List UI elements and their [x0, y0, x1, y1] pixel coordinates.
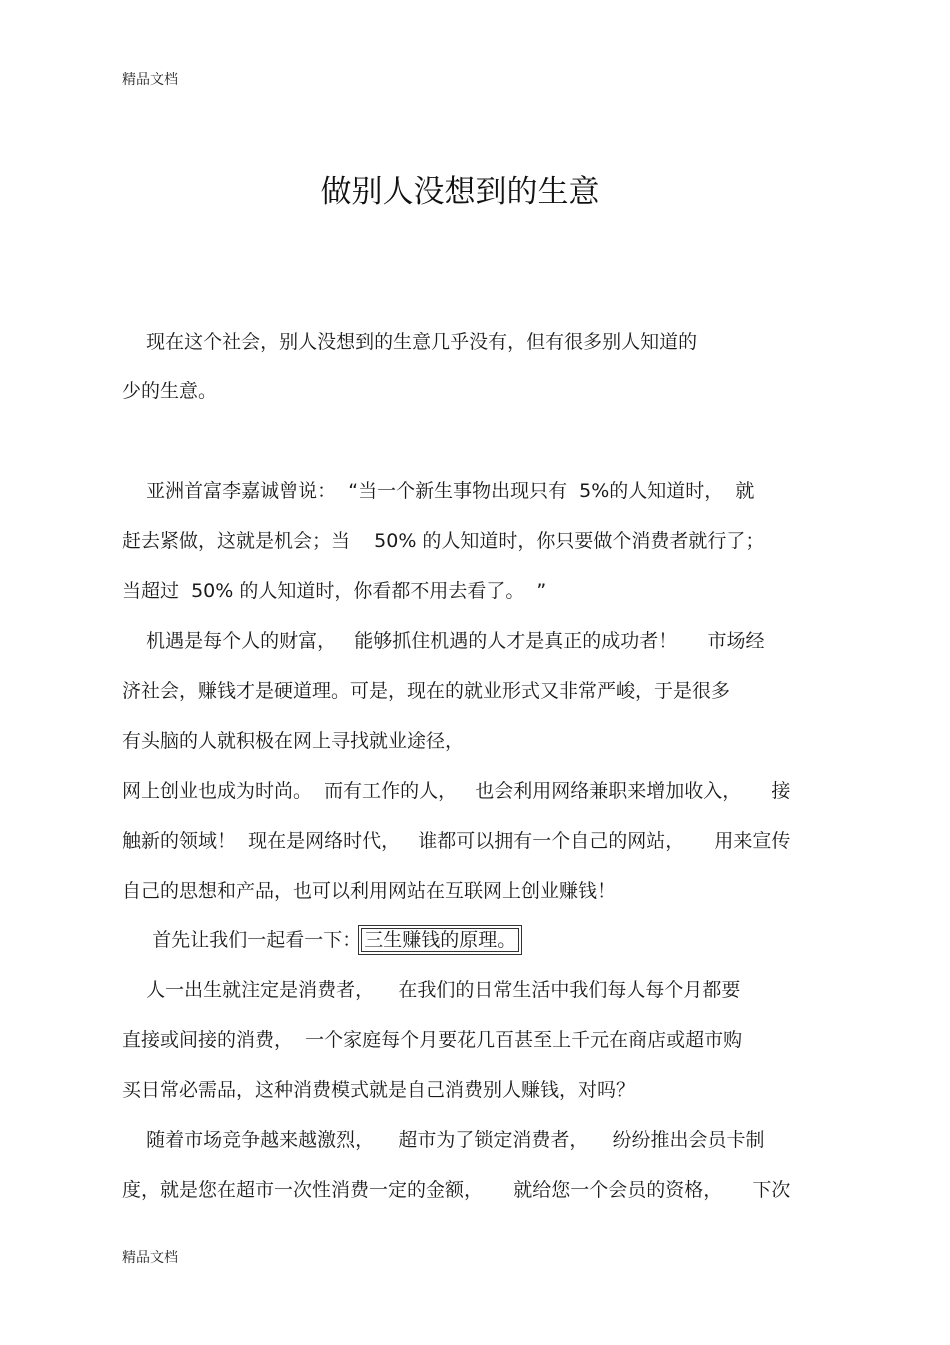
page-footer: 精品文档 [122, 1250, 178, 1266]
paragraph-line: 有头脑的人就积极在网上寻找就业途径， [122, 730, 465, 752]
paragraph-line: 赶去紧做，这就是机会；当 50% 的人知道时，你只要做个消费者就行了； [122, 530, 765, 552]
page-title: 做别人没想到的生意 [320, 174, 600, 210]
paragraph-line: 网上创业也成为时尚。 而有工作的人， 也会利用网络兼职来增加收入， 接 [122, 780, 791, 802]
paragraph-line: 少的生意。 [122, 380, 218, 402]
paragraph-line: 买日常必需品，这种消费模式就是自己消费别人赚钱，对吗？ [122, 1079, 636, 1101]
paragraph-line: 人一出生就注定是消费者， 在我们的日常生活中我们每人每个月都要 [122, 979, 741, 1001]
paragraph-line: 现在这个社会，别人没想到的生意几乎没有，但有很多别人知道的 [122, 331, 698, 353]
boxed-text: 三生赚钱的原理。 [361, 928, 519, 952]
page-header: 精品文档 [122, 72, 178, 88]
principle-line [122, 926, 519, 954]
paragraph-line: 当超过 50% 的人知道时，你看都不用去看了。 ” [122, 580, 547, 602]
paragraph-line: 机遇是每个人的财富， 能够抓住机遇的人才是真正的成功者！ 市场经 [122, 630, 765, 652]
paragraph-line: 亚洲首富李嘉诚曾说： “当一个新生事物出现只有 5%的人知道时， 就 [122, 480, 755, 502]
paragraph-line: 随着市场竞争越来越激烈， 超市为了锁定消费者， 纷纷推出会员卡制 [122, 1129, 765, 1151]
paragraph-line: 济社会，赚钱才是硬道理。可是，现在的就业形式又非常严峻，于是很多 [122, 680, 731, 702]
paragraph-line: 度，就是您在超市一次性消费一定的金额， 就给您一个会员的资格， 下次 [122, 1179, 791, 1201]
paragraph-line: 触新的领域！ 现在是网络时代， 谁都可以拥有一个自己的网站， 用来宣传 [122, 830, 791, 852]
paragraph-line: 自己的思想和产品，也可以利用网站在互联网上创业赚钱！ [122, 880, 617, 902]
paragraph-line: 直接或间接的消费， 一个家庭每个月要花几百甚至上千元在商店或超市购 [122, 1029, 743, 1051]
principle-prefix: 首先让我们一起看一下： [122, 929, 362, 951]
